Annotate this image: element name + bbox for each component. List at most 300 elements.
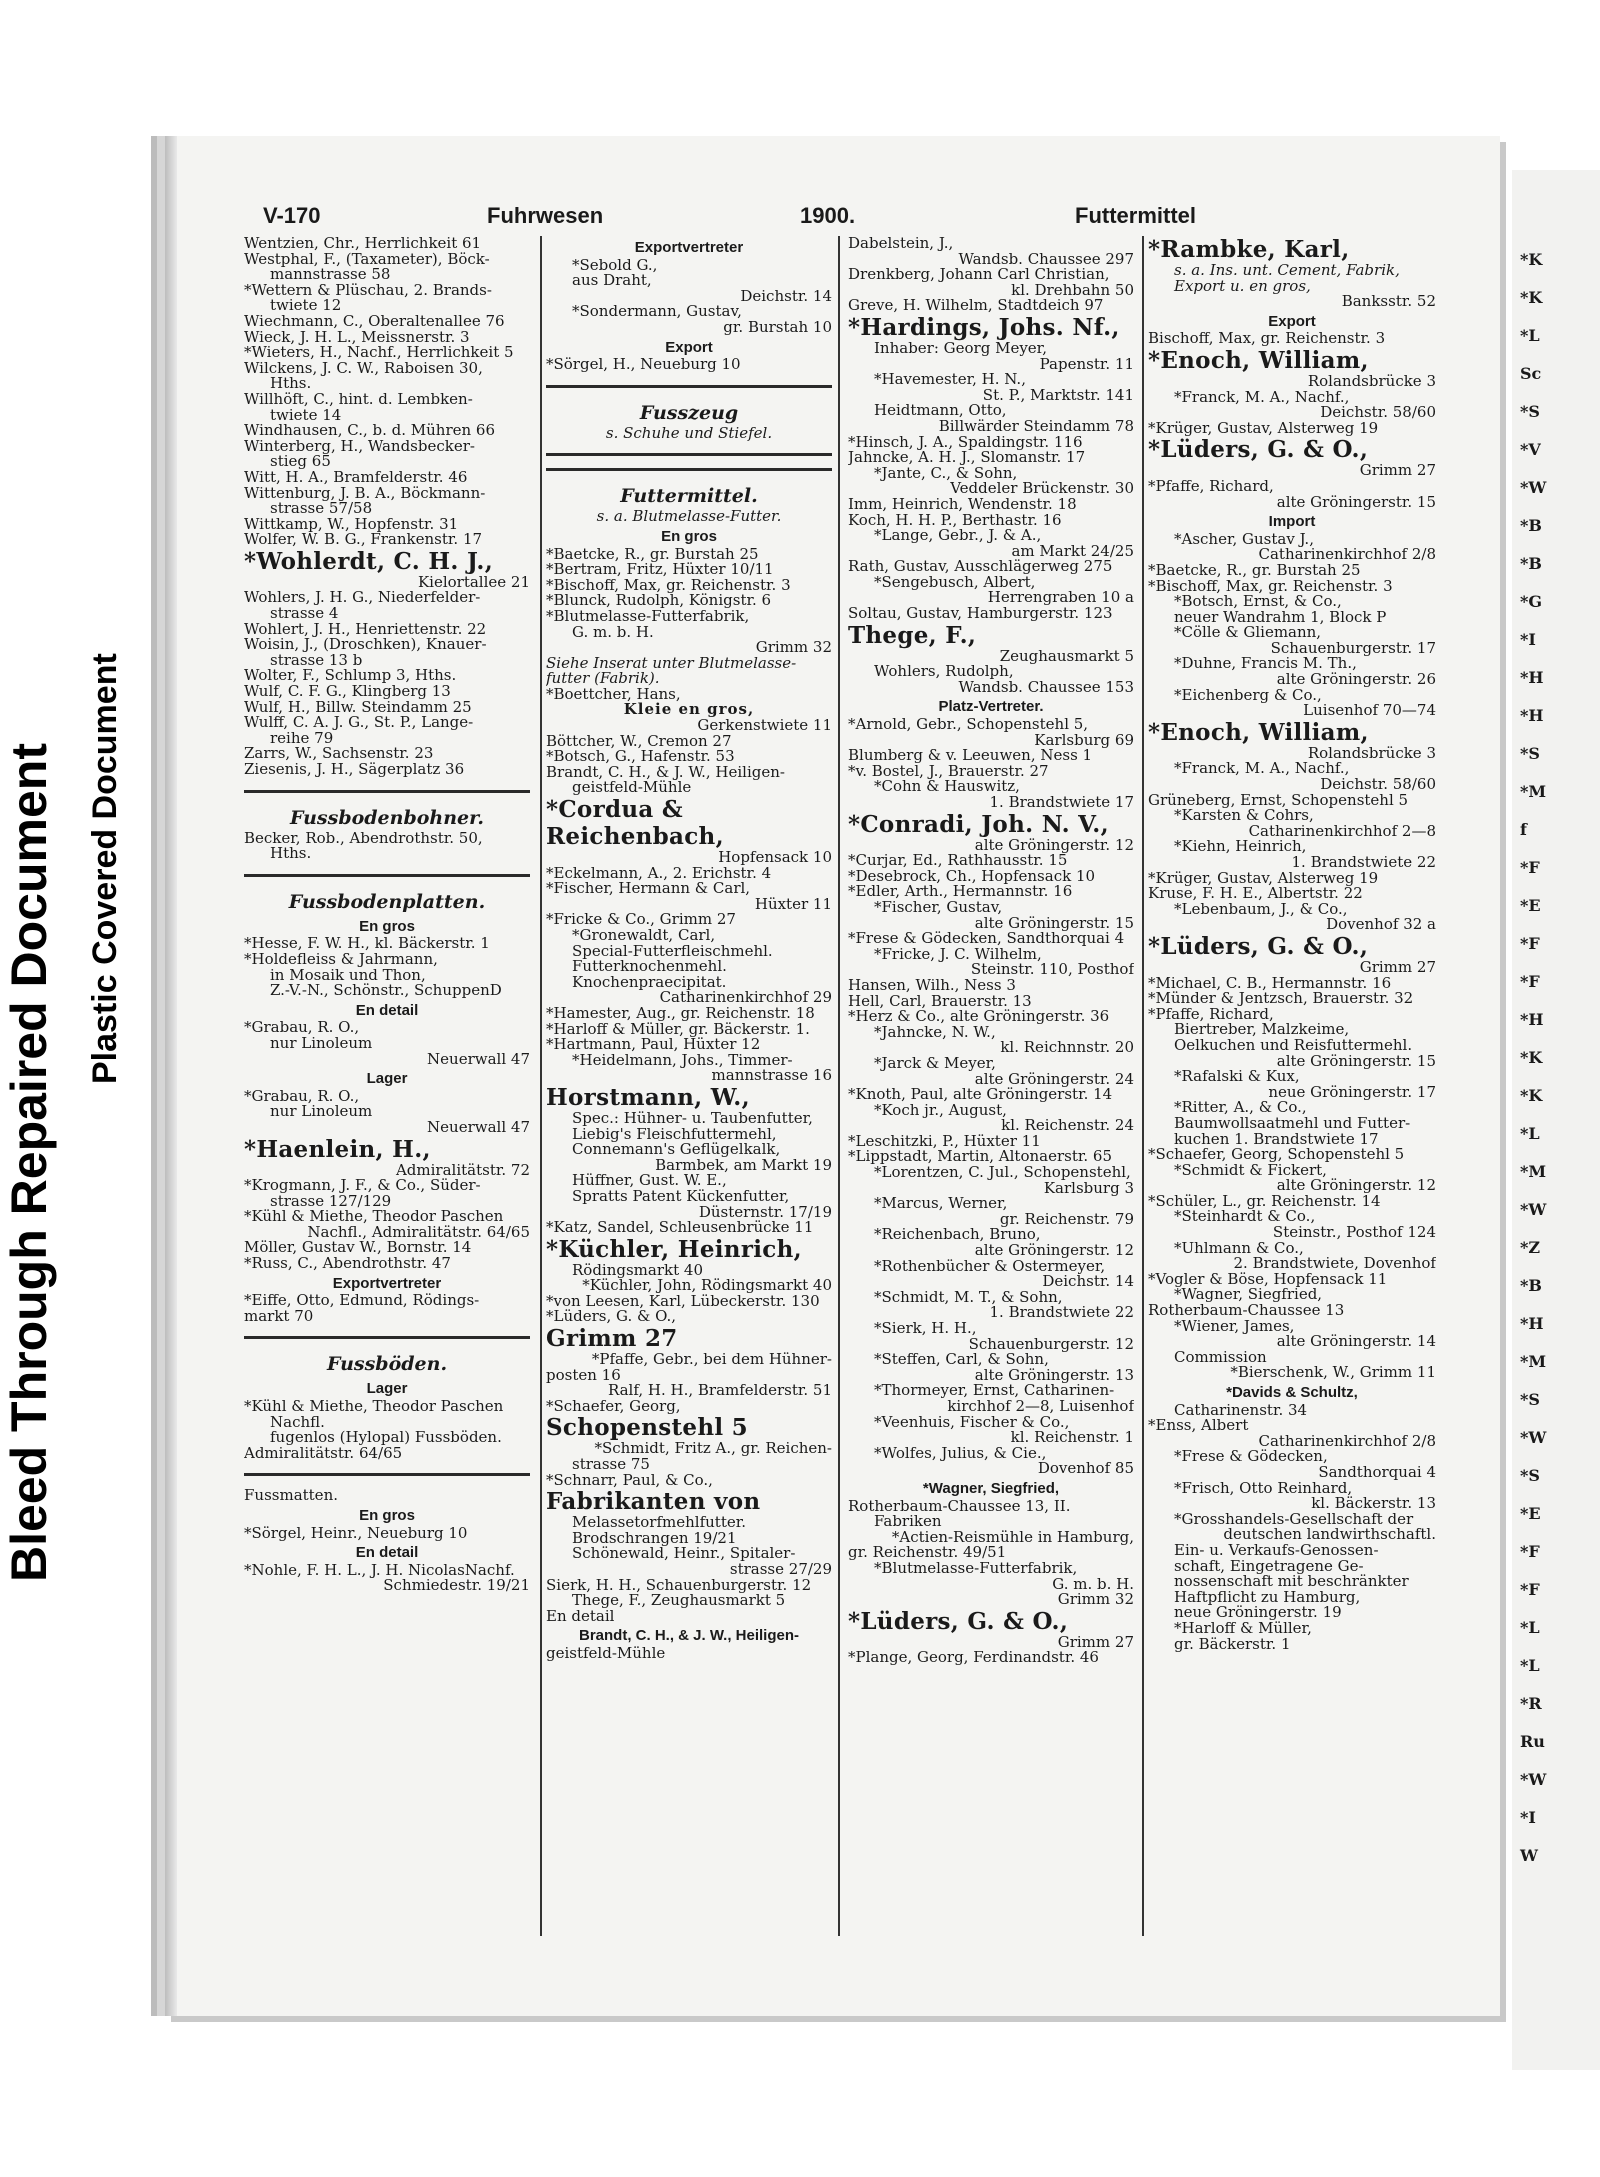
directory-entry-line: kirchhof 2—8, Luisenhof [947,1398,1134,1415]
directory-entry-line: alte Gröningerstr. 13 [974,1367,1134,1384]
directory-entry-line: twiete 12 [270,298,342,314]
directory-entry-line: strasse 4 [270,606,339,622]
directory-entry-line: *Herz & Co., alte Gröningerstr. 36 [848,1009,1110,1025]
firm-name-heading: Horstmann, W., [546,1083,750,1111]
directory-entry-line: Connemann's Geflügelkalk, [572,1142,781,1158]
next-page-fragment: *K [1520,288,1543,307]
directory-entry-line: deutschen landwirthschaftl. [1223,1527,1436,1543]
directory-entry-line: *Thormeyer, Ernst, Catharinen- [874,1383,1115,1399]
directory-entry-line: Schmiedestr. 19/21 [383,1578,530,1594]
directory-entry-line: schaft, Eingetragene Ge- [1174,1558,1364,1575]
directory-entry-line: Ein- u. Verkaufs-Genossen- [1174,1542,1379,1559]
next-page-fragment: *H [1520,1010,1544,1029]
directory-entry-line: Woisin, J., (Droschken), Knauer- [244,637,487,653]
directory-entry-line: neue Gröningerstr. 17 [1268,1084,1436,1101]
directory-entry-line: gr. Burstah 10 [723,319,832,336]
directory-entry-line: *Wiener, James, [1174,1318,1295,1335]
directory-entry-line: *Lüders, G. & O., [546,1309,677,1326]
directory-entry-line: alte Gröningerstr. 12 [974,1243,1134,1259]
directory-entry-line: *Frese & Gödecken, Sandthorquai 4 [848,931,1125,947]
next-page-fragment: *K [1520,1086,1543,1105]
directory-entry-line: Wulf, H., Billw. Steindamm 25 [244,699,472,716]
next-page-fragment: *E [1520,896,1541,915]
next-page-fragment: *R [1520,1694,1542,1713]
directory-entry-line: Schönewald, Heinr., Spitaler- [572,1546,796,1562]
directory-entry-line: *Reichenbach, Bruno, [874,1227,1041,1244]
directory-entry-line: Steinstr. 110, Posthof [970,962,1134,978]
next-page-fragment: *L [1520,326,1540,345]
directory-column-3 [848,236,1134,1666]
next-page-fragment: *L [1520,1618,1540,1637]
section-rule [244,874,530,877]
directory-entry-line: *Schaefer, Georg, [546,1398,681,1415]
directory-entry-line: *Botsch, Ernst, & Co., [1174,594,1342,610]
directory-entry-line: *Duhne, Francis M. Th., [1174,656,1357,673]
subsection-heading: En detail [355,1002,419,1019]
directory-entry-line: *Nohle, F. H. L., J. H. NicolasNachf. [244,1562,515,1579]
directory-entry-line: Catharinenkirchhof 2—8 [1248,823,1436,840]
directory-entry-line: *Lange, Gebr., J. & A., [874,528,1042,544]
directory-entry-line: Blumberg & v. Leeuwen, Ness 1 [848,748,1093,764]
directory-entry-line: kl. Reichenstr. 24 [1001,1118,1134,1134]
next-page-fragment: *K [1520,1048,1543,1067]
next-page-fragment: *S [1520,1390,1540,1409]
subsection-heading: Exportvertreter [332,1275,442,1292]
directory-entry-line: *Bischoff, Max, gr. Reichenstr. 3 [546,577,791,594]
directory-entry-line: *Sörgel, H., Neueburg 10 [546,357,741,373]
directory-entry-line: *Knoth, Paul, alte Gröningerstr. 14 [848,1087,1113,1103]
next-page-fragment: Sc [1520,364,1542,383]
next-page-fragment: *B [1520,554,1542,573]
directory-entry-line: *Bierschenk, W., Grimm 11 [1230,1365,1436,1381]
directory-entry-line: *Pfaffe, Richard, [1148,1006,1274,1023]
next-page-fragment: *W [1520,478,1547,497]
directory-entry-line: kl. Reichenstr. 1 [1010,1430,1134,1446]
directory-entry-line: *von Leesen, Karl, Lübeckerstr. 130 [546,1293,820,1310]
directory-entry-line: Imm, Heinrich, Wendenstr. 18 [848,496,1077,513]
directory-entry-line: fugenlos (Hylopal) Fussböden. [270,1430,502,1446]
directory-entry-line: posten 16 [546,1367,621,1384]
directory-entry-line: Wilckens, J. C. W., Raboisen 30, [244,360,483,377]
directory-entry-line: Willhöft, C., hint. d. Lembken- [244,391,473,408]
firm-name-heading: *Rambke, Karl, [1148,236,1350,263]
directory-entry-line: nur Linoleum [270,1035,373,1052]
directory-entry-line: Special-Futterfleischmehl. [572,943,773,960]
directory-entry-line: Grimm 27 [1359,463,1436,479]
section-rule [546,385,832,388]
directory-entry-line: Spec.: Hühner- u. Taubenfutter, [572,1110,813,1127]
directory-entry-line: *Jante, C., & Sohn, [874,465,1018,482]
directory-entry-line: Neuerwall 47 [427,1051,530,1068]
directory-entry-line: Wieck, J. H. L., Meissnerstr. 3 [244,329,470,346]
section-rule [546,453,832,456]
directory-entry-line: *Wagner, Siegfried, [1174,1287,1323,1304]
next-page-fragment: *L [1520,1124,1540,1143]
directory-entry-line: *Russ, C., Abendrothstr. 47 [244,1256,451,1272]
next-page-fragment: *M [1520,782,1547,801]
year-heading: 1900. [800,203,856,228]
directory-entry-line: *Blunck, Rudolph, Königstr. 6 [546,593,772,609]
directory-entry-line: Wiechmann, C., Oberaltenallee 76 [244,313,505,330]
directory-entry-line: gr. Reichenstr. 79 [999,1211,1134,1228]
page-number: V-170 [263,203,321,228]
section-rule [244,1336,530,1339]
directory-entry-line: Becker, Rob., Abendrothstr. 50, [244,830,483,847]
next-page-fragment: *H [1520,668,1544,687]
directory-entry-line: Gerkenstwiete 11 [697,718,832,734]
subsection-heading: Exportvertreter [634,240,744,256]
directory-entry-line: stieg 65 [270,454,331,470]
directory-entry-line: kl. Reichnnstr. 20 [1000,1040,1134,1056]
directory-entry-line: *Schmidt, Fritz A., gr. Reichen- [594,1441,832,1458]
directory-entry-line: *Schüler, L., gr. Reichenstr. 14 [1148,1193,1381,1210]
directory-entry-line: *Boettcher, Hans, [546,686,681,703]
directory-entry-line: Biertreber, Malzkeime, [1174,1022,1350,1038]
directory-entry-line: strasse 13 b [270,652,363,669]
firm-name-heading: Reichenbach, [546,823,724,851]
directory-entry-line: Liebig's Fleischfuttermehl, [572,1126,777,1143]
directory-entry-line: G. m. b. H. [1052,1576,1134,1593]
directory-entry-line: *Rafalski & Kux, [1174,1069,1300,1085]
directory-entry-line: kl. Drehbahn 50 [1011,282,1134,299]
directory-entry-line: *Desebrock, Ch., Hopfensack 10 [848,868,1096,885]
directory-entry-line: gr. Reichenstr. 49/51 [848,1545,1007,1561]
directory-entry-line: Sierk, H. H., Schauenburgerstr. 12 [546,1577,812,1594]
directory-entry-line: alte Gröningerstr. 12 [1276,1178,1436,1194]
directory-entry-line: *Frisch, Otto Reinhard, [1174,1480,1353,1497]
directory-entry-line: Wolfer, W. B. G., Frankenstr. 17 [244,532,483,548]
directory-entry-line: Steinstr., Posthof 124 [1272,1225,1436,1241]
directory-entry-line: *Uhlmann & Co., [1174,1240,1304,1257]
subsection-heading: Brandt, C. H., & J. W., Heiligen- [578,1628,800,1644]
directory-entry-line: Admiralitätstr. 64/65 [244,1445,403,1462]
directory-entry-line: Dabelstein, J., [848,236,954,252]
next-page-fragment: *W [1520,1770,1547,1789]
directory-entry-line: Catharinenstr. 34 [1174,1402,1308,1419]
next-page-fragment: *S [1520,1466,1540,1485]
directory-entry-line: Ralf, H. H., Bramfelderstr. 51 [607,1383,832,1399]
directory-entry-line: *Holdefleiss & Jahrmann, [244,951,438,968]
left-running-title: Fuhrwesen [487,203,604,228]
directory-entry-line: *Bischoff, Max, gr. Reichenstr. 3 [1148,578,1393,595]
directory-entry-line: *Hamester, Aug., gr. Reichenstr. 18 [546,1005,815,1022]
directory-entry-line: Z.-V.-N., Schönstr., SchuppenD [270,983,502,999]
next-page-fragment: *F [1520,858,1540,877]
directory-entry-line: Wittenburg, J. B. A., Böckmann- [244,485,486,502]
directory-entry-line: Wandsb. Chaussee 297 [958,251,1134,268]
directory-entry-line: *Vogler & Böse, Hopfensack 11 [1148,1271,1388,1288]
scan-label-secondary: Plastic Covered Document [86,653,124,1084]
directory-entry-line: reihe 79 [270,730,334,747]
directory-entry-line: Oelkuchen und Reisfuttermehl. [1174,1037,1413,1054]
directory-entry-line: Schauenburgerstr. 17 [1270,640,1436,657]
directory-entry-line: Rolandsbrücke 3 [1307,745,1436,762]
section-rule [546,468,832,471]
directory-entry-line: strasse 127/129 [270,1193,392,1210]
directory-entry-line: geistfeld-Mühle [546,1645,666,1662]
directory-entry-line: Grimm 32 [755,640,832,656]
directory-entry-line: *Botsch, G., Hafenstr. 53 [546,749,735,765]
directory-entry-line: *Harloff & Müller, gr. Bäckerstr. 1. [546,1021,810,1038]
directory-entry-line: *Steffen, Carl, & Sohn, [874,1352,1049,1368]
directory-entry-line: Wulf, C. F. G., Klingberg 13 [244,684,451,700]
directory-entry-line: Fussmatten. [244,1488,338,1504]
directory-entry-line: Schauenburgerstr. 12 [968,1336,1134,1353]
directory-entry-line: *Eichenberg & Co., [1174,687,1322,704]
next-page-fragment: *F [1520,1542,1540,1561]
next-page-fragment: *H [1520,1314,1544,1333]
directory-entry-line: futter (Fabrik). [546,671,660,687]
directory-entry-line: Bischoff, Max, gr. Reichenstr. 3 [1148,331,1386,347]
directory-entry-line: Wittkamp, W., Hopfenstr. 31 [244,516,459,533]
directory-entry-line: *Kühl & Miethe, Theodor Paschen [244,1399,504,1415]
directory-entry-line: *Steinhardt & Co., [1174,1209,1316,1226]
directory-entry-line: *Koch jr., August, [874,1102,1007,1119]
directory-entry-line: Möller, Gustav W., Bornstr. 14 [244,1240,472,1257]
directory-entry-line: *Rothenbücher & Ostermeyer, [874,1258,1106,1275]
directory-entry-line: Wandsb. Chaussee 153 [958,679,1134,696]
directory-entry-line: *Sierk, H. H., [874,1321,977,1337]
directory-entry-line: *Gronewaldt, Carl, [572,928,716,944]
directory-entry-line: *Küchler, John, Rödingsmarkt 40 [582,1278,832,1294]
directory-entry-line: gr. Bäckerstr. 1 [1174,1636,1291,1653]
subsection-heading: En gros [661,528,717,545]
directory-entry-line: *Fricke, J. C. Wilhelm, [874,946,1042,963]
directory-entry-line: 1. Brandstwiete 22 [1291,855,1436,871]
directory-entry-line: Barmbek, am Markt 19 [655,1157,832,1174]
directory-entry-line: *Lebenbaum, J., & Co., [1174,901,1348,918]
directory-entry-line: St. P., Marktstr. 141 [982,387,1134,404]
column-rule [540,236,542,1936]
firm-name-heading: *Haenlein, H., [244,1135,431,1163]
directory-entry-line: *Edler, Arth., Hermannstr. 16 [848,884,1073,900]
next-page-fragment: *W [1520,1428,1547,1447]
directory-entry-line: Luisenhof 70—74 [1303,703,1436,719]
directory-entry-line: *Schmidt, M. T., & Sohn, [874,1289,1063,1306]
directory-entry-line: Neuerwall 47 [427,1119,530,1136]
directory-entry-line: Grimm 27 [1359,959,1436,976]
directory-entry-line: Deichstr. 14 [740,288,832,305]
directory-entry-line: *Jarck & Meyer, [874,1055,996,1072]
directory-entry-line: *Sondermann, Gustav, [572,304,742,320]
directory-entry-line: Sandthorquai 4 [1318,1464,1436,1481]
directory-entry-line: Koch, H. H. P., Berthastr. 16 [848,512,1062,529]
directory-entry-line: Wohlers, Rudolph, [874,664,1014,680]
subsection-heading: Lager [366,1071,408,1087]
directory-entry-line: Kleie en gros, [623,702,755,719]
directory-entry-line: *Cohn & Hauswitz, [874,779,1020,795]
directory-entry-line: Herrengraben 10 a [987,590,1134,607]
directory-entry-line: Hopfensack 10 [718,850,832,866]
directory-entry-line: 1. Brandstwiete 22 [989,1305,1134,1321]
directory-entry-line: Deichstr. 58/60 [1320,777,1436,793]
directory-entry-line: Böttcher, W., Cremon 27 [546,733,732,750]
directory-entry-line: *Lippstadt, Martin, Altonaerstr. 65 [848,1149,1113,1166]
directory-entry-line: Thege, F., Zeughausmarkt 5 [572,1593,786,1609]
directory-entry-line: s. a. Ins. unt. Cement, Fabrik, [1174,263,1400,279]
directory-entry-line: Windhausen, C., b. d. Mühren 66 [244,423,496,439]
directory-entry-line: s. Schuhe und Stiefel. [605,425,773,442]
directory-entry-line: *Franck, M. A., Nachf., [1174,761,1350,778]
next-page-fragment: *S [1520,402,1540,421]
directory-entry-line: Nachfl., Admiralitätstr. 64/65 [307,1224,530,1241]
subsection-heading: En gros [359,1508,415,1524]
category-heading: Futtermittel. [620,485,758,508]
directory-entry-line: Düsternstr. 17/19 [698,1204,832,1221]
directory-entry-line: alte Gröningerstr. 15 [974,915,1134,932]
directory-entry-line: alte Gröningerstr. 12 [974,837,1134,854]
directory-entry-line: Hansen, Wilh., Ness 3 [848,977,1016,994]
directory-entry-line: twiete 14 [270,407,342,424]
directory-entry-line: *Katz, Sandel, Schleusenbrücke 11 [546,1220,814,1236]
directory-entry-line: *Baetcke, R., gr. Burstah 25 [1148,562,1361,579]
directory-entry-line: *Grosshandels-Gesellschaft der [1174,1511,1414,1528]
next-page-fragment: *G [1520,592,1543,611]
directory-entry-line: Dovenhof 32 a [1326,917,1436,933]
directory-entry-line: alte Gröningerstr. 26 [1276,672,1436,688]
directory-entry-line: Winterberg, H., Wandsbecker- [244,438,475,455]
next-page-fragment: Ru [1520,1732,1545,1751]
firm-name-heading: Grimm 27 [546,1325,678,1353]
directory-entry-line: Hell, Carl, Brauerstr. 13 [848,993,1032,1010]
directory-entry-line: 1. Brandstwiete 17 [989,795,1134,811]
directory-entry-line: Zeughausmarkt 5 [999,648,1134,665]
directory-entry-line: *Marcus, Werner, [874,1196,1008,1212]
firm-name-heading: *Wohlerdt, C. H. J., [244,547,494,575]
directory-entry-line: Wohlert, J. H., Henriettenstr. 22 [244,621,487,638]
directory-entry-line: Export u. en gros, [1174,278,1311,295]
directory-entry-line: alte Gröningerstr. 15 [1276,1053,1436,1070]
directory-entry-line: Inhaber: Georg Meyer, [874,340,1047,357]
directory-entry-line: Dovenhof 85 [1037,1461,1134,1477]
subsection-heading: Lager [366,1381,408,1398]
directory-entry-line: *Pfaffe, Gebr., bei dem Hühner- [591,1352,832,1368]
firm-name-heading: *Enoch, William, [1148,346,1369,374]
next-page-fragment: *F [1520,972,1540,991]
directory-entry-line: Witt, H. A., Bramfelderstr. 46 [244,469,468,486]
next-page-fragment: *I [1520,1808,1536,1827]
directory-entry-line: *Grabau, R. O., [244,1020,360,1036]
directory-entry-line: Catharinenkirchhof 29 [659,990,832,1006]
directory-entry-line: Grimm 27 [1057,1634,1134,1651]
directory-entry-line: aus Draht, [572,273,652,289]
directory-entry-line: Brodschrangen 19/21 [572,1530,737,1547]
directory-entry-line: *Kiehn, Heinrich, [1174,839,1307,855]
directory-entry-line: *v. Bostel, J., Brauerstr. 27 [848,763,1049,780]
directory-entry-line: *Krüger, Gustav, Alsterweg 19 [1148,420,1379,437]
page-binding [165,136,177,2016]
next-page-fragment: *Z [1520,1238,1541,1257]
directory-entry-line: strasse 57/58 [270,501,373,517]
directory-entry-line: neuer Wandrahm 1, Block P [1174,609,1387,626]
directory-entry-line: Nachfl. [270,1414,325,1431]
next-page-fragment: *F [1520,1580,1540,1599]
subsection-heading: En detail [355,1545,419,1561]
directory-column-4 [1148,236,1436,1652]
directory-entry-line: am Markt 24/25 [1011,543,1134,560]
next-page-fragment: *S [1520,744,1540,763]
directory-entry-line: *Wettern & Plüschau, 2. Brands- [244,282,492,299]
directory-entry-line: Westphal, F., (Taxameter), Böck- [244,251,490,268]
directory-entry-line: *Actien-Reismühle in Hamburg, [891,1529,1134,1546]
directory-entry-line: Catharinenkirchhof 2/8 [1258,547,1436,563]
next-page-fragment: *E [1520,1504,1541,1523]
directory-entry-line: Grimm 32 [1057,1592,1134,1608]
directory-entry-line: strasse 75 [572,1457,650,1473]
directory-entry-line: Ziesenis, J. H., Sägerplatz 36 [244,762,465,778]
next-page-fragment: *B [1520,516,1542,535]
directory-entry-line: Hths. [270,846,312,862]
directory-entry-line: Heidtmann, Otto, [874,403,1007,419]
section-rule [244,1473,530,1476]
next-page-fragment: *H [1520,706,1544,725]
directory-entry-line: Deichstr. 58/60 [1320,405,1436,421]
directory-entry-line: kuchen 1. Brandstwiete 17 [1174,1131,1379,1148]
directory-entry-line: *Ascher, Gustav J., [1174,531,1314,548]
directory-entry-line: Spratts Patent Kückenfutter, [572,1188,790,1205]
directory-entry-line: Deichstr. 14 [1042,1274,1134,1290]
next-page-fragment: *L [1520,1656,1540,1675]
directory-entry-line: Hüffner, Gust. W. E., [572,1173,727,1189]
category-heading: Fusszeug [639,401,739,424]
directory-entry-line: *Sengebusch, Albert, [874,574,1036,591]
directory-entry-line: *Havemester, H. N., [874,372,1026,388]
directory-entry-line: *Eckelmann, A., 2. Erichstr. 4 [546,865,772,882]
firm-name-heading: Thege, F., [848,621,977,649]
directory-entry-line: Admiralitätstr. 72 [395,1162,530,1179]
directory-entry-line: *Hinsch, J. A., Spaldingstr. 116 [848,434,1083,451]
section-rule [244,790,530,793]
directory-entry-line: Grüneberg, Ernst, Schopenstehl 5 [1148,792,1409,809]
directory-entry-line: *Sörgel, Heinr., Neueburg 10 [244,1525,468,1542]
firm-name-heading: *Lüders, G. & O., [1148,436,1369,464]
directory-entry-line: Billwärder Steindamm 78 [938,418,1134,435]
directory-entry-line: *Cölle & Gliemann, [1174,625,1322,641]
directory-entry-line: *Lorentzen, C. Jul., Schopenstehl, [874,1165,1131,1181]
directory-entry-line: kl. Bäckerstr. 13 [1311,1496,1436,1512]
subsection-heading: *Davids & Schultz, [1226,1385,1358,1401]
directory-entry-line: s. a. Blutmelasse-Futter. [596,509,782,525]
firm-name-heading: *Hardings, Johs. Nf., [848,313,1120,341]
directory-entry-line: *Franck, M. A., Nachf., [1174,389,1350,406]
directory-entry-line: *Leschitzki, P., Hüxter 11 [848,1133,1041,1150]
directory-entry-line: Soltau, Gustav, Hamburgerstr. 123 [848,606,1113,622]
directory-entry-line: Futterknochenmehl. [572,959,727,975]
directory-entry-line: *Enss, Albert [1148,1418,1249,1434]
directory-entry-line: Haftpflicht zu Hamburg, [1174,1589,1361,1606]
directory-entry-line: *Jahncke, N. W., [874,1024,996,1041]
directory-entry-line: *Krüger, Gustav, Alsterweg 19 [1148,870,1379,887]
directory-entry-line: *Baetcke, R., gr. Burstah 25 [546,546,759,563]
next-page-fragment: *B [1520,1276,1542,1295]
directory-entry-line: mannstrasse 58 [270,267,391,283]
directory-entry-line: strasse 27/29 [729,1562,832,1578]
directory-entry-line: Jahncke, A. H. J., Slomanstr. 17 [848,450,1086,466]
directory-entry-line: *Krogmann, J. F., & Co., Süder- [244,1178,481,1194]
directory-entry-line: Rotherbaum-Chaussee 13, II. [848,1498,1071,1515]
directory-entry-line: neue Gröningerstr. 19 [1174,1605,1342,1621]
directory-entry-line: Kruse, F. H. E., Albertstr. 22 [1148,886,1363,902]
directory-entry-line: nur Linoleum [270,1104,373,1120]
directory-entry-line: En detail [546,1608,615,1625]
directory-entry-line: Rödingsmarkt 40 [572,1262,703,1279]
scan-label-primary: Bleed Through Repaired Document [1,743,57,1582]
firm-name-heading: Schopenstehl 5 [546,1414,748,1442]
directory-entry-line: *Arnold, Gebr., Schopenstehl 5, [848,717,1089,733]
column-rule [838,236,840,1936]
directory-entry-line: *Harloff & Müller, [1174,1620,1312,1637]
directory-entry-line: *Sebold G., [572,257,658,274]
